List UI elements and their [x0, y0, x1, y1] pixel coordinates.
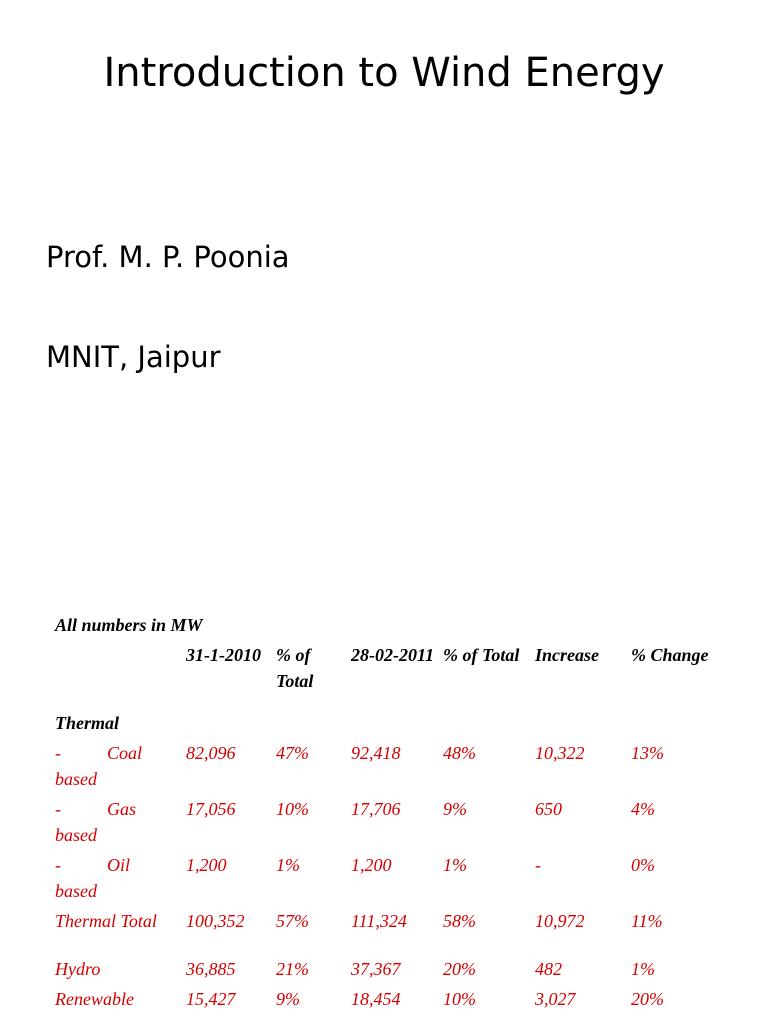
institution-name: MNIT, Jaipur — [46, 340, 221, 374]
table-cell: 100,352 — [186, 911, 245, 931]
table-row — [55, 986, 711, 1016]
table-cell: - — [535, 855, 541, 875]
table-cell: 3,027 — [535, 989, 576, 1009]
table-cell: 1% — [443, 855, 467, 875]
table-cell: 1% — [276, 855, 300, 875]
header-cell: Increase — [535, 645, 599, 665]
table-row — [55, 908, 711, 938]
row-label: - Gas based — [55, 799, 137, 845]
table-cell: 1,200 — [186, 855, 227, 875]
table-cell: 17,056 — [186, 799, 236, 819]
header-cell: % of Total — [276, 645, 314, 691]
row-label: - Oil based — [55, 855, 131, 901]
slide-title: Introduction to Wind Energy — [103, 50, 665, 96]
table-cell: 37,367 — [351, 959, 401, 979]
table-cell: 1,200 — [351, 855, 392, 875]
header-cell — [55, 642, 186, 710]
table-cell: 9% — [276, 989, 300, 1009]
author-name: Prof. M. P. Poonia — [46, 240, 290, 274]
table-cell: 650 — [535, 799, 562, 819]
table-cell: 10% — [276, 799, 309, 819]
header-cell: % of Total — [443, 645, 520, 665]
table-cell: 0% — [631, 855, 655, 875]
table-cell: 482 — [535, 959, 562, 979]
table-row — [55, 938, 711, 986]
table-cell: 36,885 — [186, 959, 236, 979]
table-header-row — [55, 642, 711, 710]
table-cell: 20% — [631, 989, 664, 1009]
table-cell: 4% — [631, 799, 655, 819]
row-label: Thermal Total — [55, 911, 157, 931]
header-cell: % Change — [631, 645, 709, 665]
table-cell: 21% — [276, 959, 309, 979]
table-cell: 11% — [631, 911, 663, 931]
table-cell: 9% — [443, 799, 467, 819]
table-cell: 18,454 — [351, 989, 401, 1009]
section-label: Thermal — [55, 713, 120, 733]
header-cell: 28-02-2011 — [351, 645, 434, 665]
table-cell: 10% — [443, 989, 476, 1009]
table-cell: 20% — [443, 959, 476, 979]
capacity-table — [55, 642, 711, 1016]
table-cell: 58% — [443, 911, 476, 931]
table-row — [55, 852, 711, 908]
row-label: Hydro — [55, 959, 101, 979]
table-cell: 92,418 — [351, 743, 401, 763]
table-row — [55, 796, 711, 852]
table-cell: 48% — [443, 743, 476, 763]
row-label: Renewable — [55, 989, 134, 1009]
table-section-row — [55, 710, 711, 740]
table-cell: 13% — [631, 743, 664, 763]
table-cell: 47% — [276, 743, 309, 763]
table-cell: 10,972 — [535, 911, 585, 931]
table-cell: 57% — [276, 911, 309, 931]
row-label: - Coal based — [55, 743, 143, 789]
table-row — [55, 740, 711, 796]
table-cell: 15,427 — [186, 989, 236, 1009]
table-cell: 82,096 — [186, 743, 236, 763]
table-cell: 1% — [631, 959, 655, 979]
header-cell: 31-1-2010 — [186, 645, 261, 665]
table-cell: 111,324 — [351, 911, 407, 931]
table-note: All numbers in MW — [55, 615, 203, 635]
table-cell: 10,322 — [535, 743, 585, 763]
table-cell: 17,706 — [351, 799, 401, 819]
